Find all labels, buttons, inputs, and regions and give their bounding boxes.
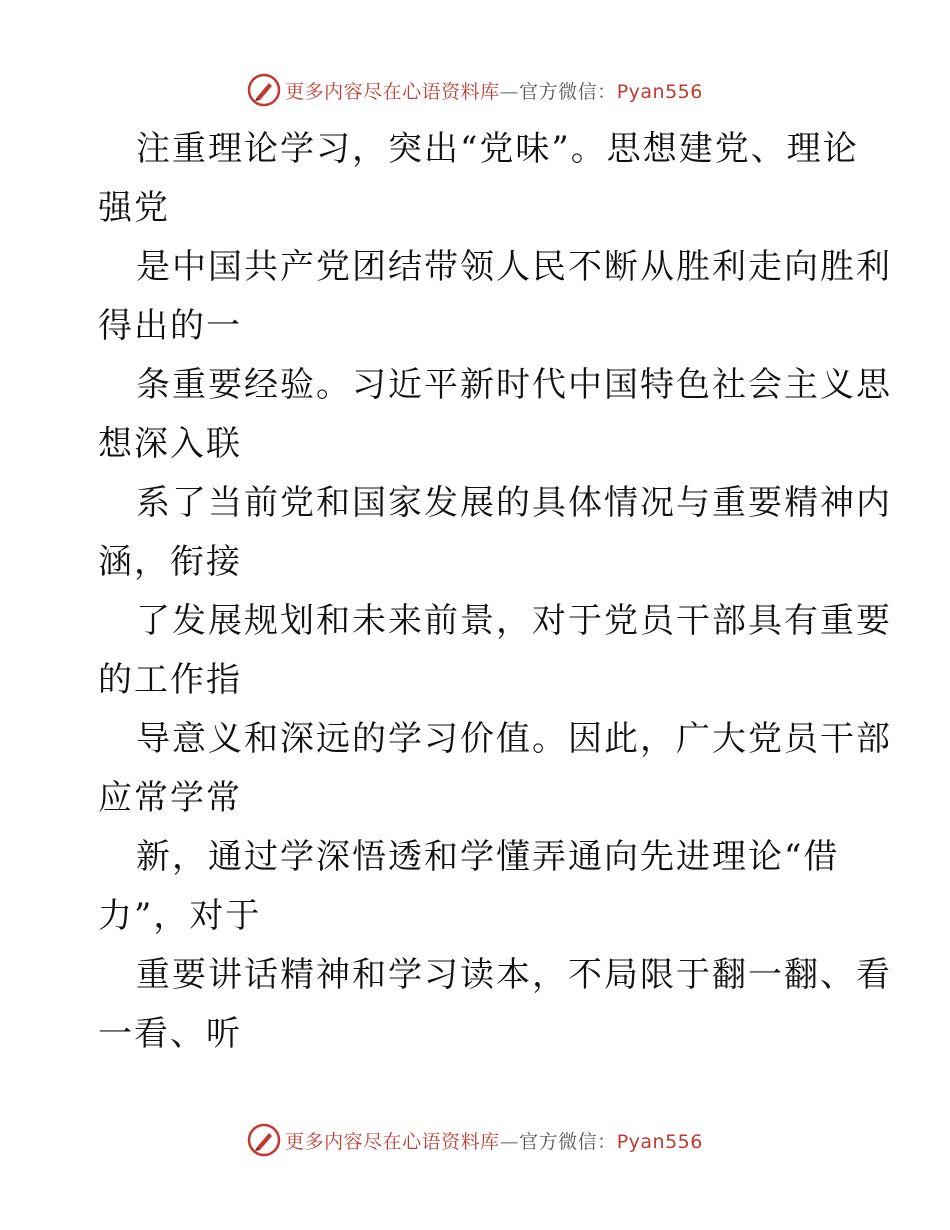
paragraph	[98, 120, 858, 238]
paragraph-line: 涵，衔接	[98, 542, 242, 582]
pen-logo-icon	[247, 1123, 281, 1157]
banner-text	[285, 1127, 703, 1154]
paragraph-line: 应常学常	[98, 778, 242, 818]
header-banner	[0, 70, 950, 110]
paragraph	[98, 238, 892, 356]
paragraph-line: 一看、听	[98, 1014, 242, 1054]
paragraph-line: 系了当前党和国家发展的具体情况与重要精神内	[136, 483, 892, 523]
paragraph-line: 想深入联	[98, 424, 242, 464]
paragraph-line: 得出的一	[98, 306, 242, 346]
paragraph-line: 的工作指	[98, 660, 242, 700]
paragraph-line: 了发展规划和未来前景，对于党员干部具有重要	[136, 601, 892, 641]
paragraph-line: 是中国共产党团结带领人民不断从胜利走向胜利	[136, 247, 892, 287]
paragraph	[98, 710, 892, 828]
footer-banner	[0, 1120, 950, 1160]
banner-label: 官方微信：	[519, 1130, 617, 1153]
banner-brand: 更多内容尽在心语资料库	[285, 1130, 500, 1153]
banner-brand: 更多内容尽在心语资料库	[285, 80, 500, 103]
banner-label: 官方微信：	[519, 80, 617, 103]
paragraph-line: 条重要经验。习近平新时代中国特色社会主义思	[136, 365, 892, 405]
paragraph-line: 强党	[98, 188, 170, 228]
paragraph-line: 导意义和深远的学习价值。因此，广大党员干部	[136, 719, 892, 759]
paragraph	[98, 828, 858, 946]
paragraph-line: 力”，对于	[98, 896, 262, 936]
paragraph	[98, 356, 892, 474]
paragraph	[98, 592, 892, 710]
document-body	[98, 120, 892, 1064]
paragraph	[98, 946, 892, 1064]
paragraph	[98, 474, 892, 592]
banner-text	[285, 77, 703, 104]
banner-dash: —	[499, 80, 520, 103]
paragraph-line: 注重理论学习，突出“党味”。思想建党、理论	[136, 129, 859, 169]
banner-wechat-id: Pyan556	[616, 80, 703, 103]
banner-dash: —	[499, 1130, 520, 1153]
pen-logo-icon	[247, 73, 281, 107]
paragraph-line: 重要讲话精神和学习读本，不局限于翻一翻、看	[136, 955, 892, 995]
paragraph-line: 新，通过学深悟透和学懂弄通向先进理论“借	[136, 837, 840, 877]
banner-wechat-id: Pyan556	[616, 1130, 703, 1153]
